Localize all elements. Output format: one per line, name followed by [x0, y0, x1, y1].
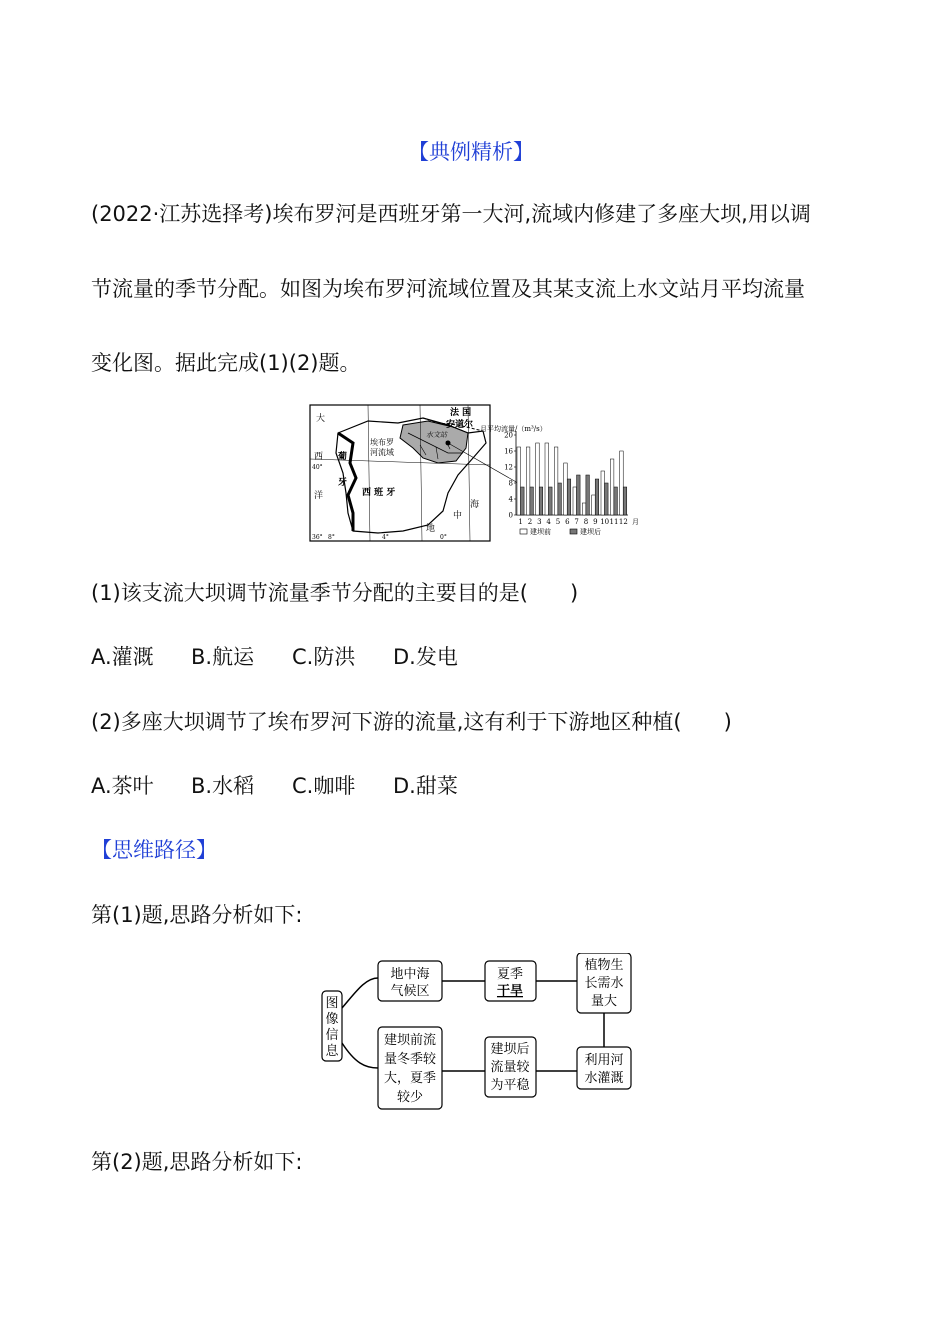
label-lon0: 0°	[440, 534, 447, 541]
chart-bar-after-5	[558, 483, 562, 515]
label-lon4: 4°	[382, 534, 389, 541]
label-di: 地	[426, 524, 436, 534]
chart-bar-after-7	[577, 475, 581, 515]
flow-box-after-line-3: 为平稳	[490, 1078, 530, 1093]
chart-bar-after-8	[586, 475, 590, 515]
flow-box-after-line-2: 流量较	[490, 1060, 530, 1075]
paragraph-line-1: (2022·江苏选择考)埃布罗河是西班牙第一大河,流域内修建了多座大坝,用以调	[91, 202, 811, 226]
reasoning-flowchart	[320, 953, 640, 1113]
q1-option-c: C.防洪	[292, 645, 356, 669]
label-zhong: 中	[453, 511, 463, 521]
label-hai: 海	[470, 500, 480, 510]
flow-box-after-line-1: 建坝后	[490, 1042, 530, 1057]
chart-x-tick-12: 12	[618, 518, 628, 526]
chart-x-tick-11: 11	[609, 518, 619, 526]
flow-box-summer-line-1: 夏季	[496, 967, 524, 982]
flow-box-climate-line-2: 气候区	[390, 984, 430, 999]
chart-x-tick-5: 5	[555, 518, 561, 526]
analysis-2-label: 第(2)题,思路分析如下:	[91, 1150, 303, 1174]
flow-box-irrigation-line-1: 利用河	[584, 1053, 624, 1068]
q1-option-a: A.灌溉	[91, 645, 154, 669]
chart-x-label: 月	[632, 518, 639, 526]
chart-bar-after-2	[530, 487, 534, 515]
question-2-stem: (2)多座大坝调节了埃布罗河下游的流量,这有利于下游地区种植( )	[91, 710, 732, 734]
chart-x-tick-3: 3	[537, 518, 542, 526]
flow-root-char-2: 像	[325, 1012, 339, 1027]
chart-x-tick-6: 6	[565, 518, 570, 526]
chart-bar-after-1	[521, 487, 525, 515]
flow-box-before-line-2: 量冬季较	[383, 1052, 437, 1067]
q2-option-a: A.茶叶	[91, 774, 154, 798]
chart-title: 月平均流量/（m³/s）	[480, 425, 547, 433]
chart-bar-before-9	[592, 495, 596, 515]
label-yang: 洋	[314, 491, 324, 501]
q1-option-b: B.航运	[191, 645, 255, 669]
chart-bar-before-8	[582, 503, 586, 515]
label-pu: 葡	[338, 452, 348, 462]
chart-x-tick-4: 4	[546, 518, 551, 526]
chart-bar-before-1	[517, 447, 521, 515]
chart-bar-after-12	[623, 487, 627, 515]
flow-box-plants-line-1: 植物生	[584, 958, 624, 973]
question-1-stem: (1)该支流大坝调节流量季节分配的主要目的是( )	[91, 581, 579, 605]
chart-bar-before-10	[601, 471, 605, 515]
q1-option-d: D.发电	[393, 645, 458, 669]
flow-box-irrigation-line-2: 水灌溉	[584, 1071, 624, 1086]
q2-option-c: C.咖啡	[292, 774, 356, 798]
label-andorra: 安道尔	[446, 420, 474, 430]
flow-root-char-1: 图	[325, 996, 339, 1011]
chart-bar-before-11	[610, 459, 614, 515]
flow-box-climate-line-1: 地中海	[390, 967, 430, 982]
chart-bar-after-3	[539, 487, 543, 515]
map-and-chart-figure	[308, 403, 648, 543]
label-spain: 西 班 牙	[362, 488, 396, 498]
paragraph-line-3: 变化图。据此完成(1)(2)题。	[91, 351, 361, 375]
flow-box-plants-line-2: 长需水	[584, 976, 624, 991]
label-ya: 牙	[338, 478, 348, 488]
chart-bar-after-4	[549, 487, 553, 515]
flow-box-summer-line-2: 干旱	[496, 984, 524, 999]
chart-bar-before-4	[545, 443, 549, 515]
label-da: 大	[316, 414, 326, 424]
label-station: 水文站	[426, 431, 447, 439]
chart-x-tick-10: 10	[600, 518, 610, 526]
label-lat36: 36°	[312, 534, 323, 541]
label-xi: 西	[314, 452, 324, 462]
label-ebro-2: 河流域	[370, 448, 394, 457]
flow-root-char-3: 信	[325, 1028, 339, 1043]
chart-y-tick-4: 4	[508, 495, 513, 504]
label-france: 法 国	[450, 408, 472, 418]
chart-x-tick-1: 1	[518, 518, 523, 526]
chart-x-tick-9: 9	[593, 518, 598, 526]
chart-x-tick-8: 8	[583, 518, 589, 526]
chart-bar-before-6	[564, 463, 568, 515]
label-lat40: 40°	[312, 464, 323, 471]
flow-box-before-line-4: 较少	[396, 1090, 424, 1105]
chart-y-tick-8: 8	[508, 479, 513, 488]
chart-y-tick-0: 0	[508, 511, 513, 520]
legend-swatch-after	[570, 529, 577, 534]
flow-chart	[480, 424, 639, 536]
chart-bar-after-9	[595, 479, 599, 515]
chart-bar-before-3	[536, 443, 540, 515]
chart-bar-before-5	[554, 447, 558, 515]
legend-label-before: 建坝前	[530, 528, 551, 536]
chart-bar-before-7	[573, 487, 577, 515]
flow-box-before-line-1: 建坝前流	[383, 1033, 437, 1048]
chart-x-tick-7: 7	[574, 518, 579, 526]
legend-label-after: 建坝后	[580, 528, 601, 536]
q2-option-b: B.水稻	[191, 774, 255, 798]
legend-swatch-before	[520, 529, 527, 534]
chart-y-tick-16: 16	[504, 447, 513, 456]
chart-bar-after-6	[567, 479, 571, 515]
chart-y-tick-12: 12	[504, 463, 513, 472]
q2-option-d: D.甜菜	[393, 774, 458, 798]
flow-box-before-line-3: 大，夏季	[383, 1071, 437, 1086]
paragraph-line-2: 节流量的季节分配。如图为埃布罗河流域位置及其某支流上水文站月平均流量	[91, 277, 805, 301]
flow-root-char-4: 息	[325, 1044, 339, 1059]
label-lon8: 8°	[328, 534, 335, 541]
chart-y-tick-20: 20	[504, 431, 513, 440]
heading-thinking: 【思维路径】	[91, 838, 217, 862]
heading-example: 【典例精析】	[408, 140, 534, 164]
chart-bar-after-10	[605, 483, 609, 515]
flow-box-plants-line-3: 量大	[590, 994, 618, 1009]
label-ebro-1: 埃布罗	[370, 438, 394, 447]
chart-bar-after-11	[614, 487, 618, 515]
chart-bar-before-12	[620, 451, 624, 515]
chart-x-tick-2: 2	[527, 518, 533, 526]
chart-bar-before-2	[526, 447, 530, 515]
analysis-1-label: 第(1)题,思路分析如下:	[91, 903, 303, 927]
